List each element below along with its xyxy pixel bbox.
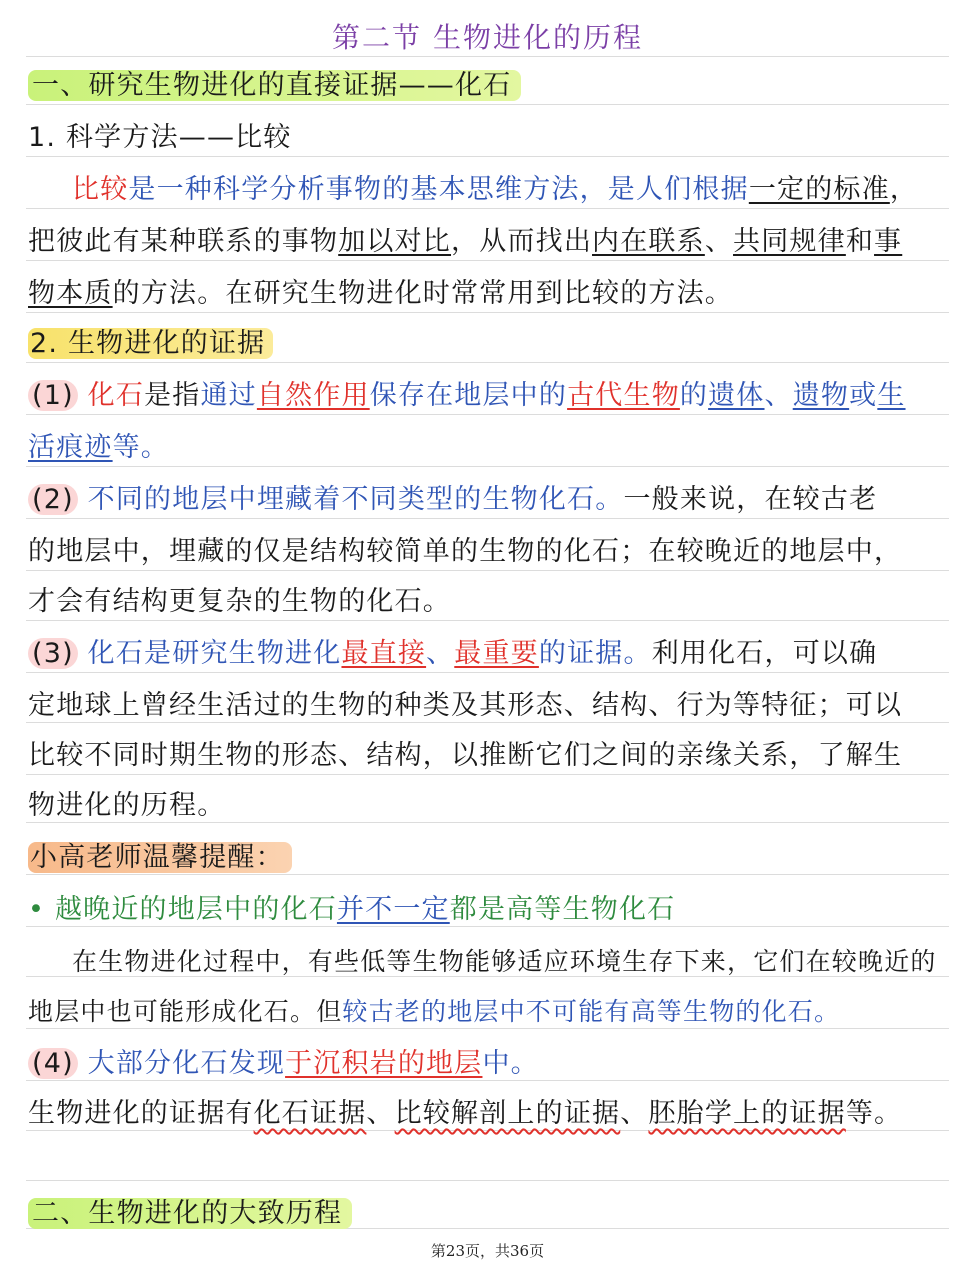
sub1-paragraph-line-1 bbox=[28, 170, 947, 212]
sub1-heading-line bbox=[28, 118, 947, 160]
wavy-underlined-text: 胚胎学上的证据 bbox=[648, 1098, 846, 1129]
blue-text: 较古老的地层中不可能有高等生物的化石。 bbox=[342, 997, 841, 1026]
blue-text: 通过 bbox=[200, 380, 257, 411]
underlined-red-text: 自然作用 bbox=[256, 380, 370, 411]
body-text: 的地层中，埋藏的仅是结构较简单的生物的化石；在较晚近的地层中， bbox=[28, 536, 903, 567]
item-number: (3) bbox=[28, 638, 78, 669]
blue-text: 或 bbox=[849, 380, 878, 411]
body-text: 是指 bbox=[144, 380, 201, 411]
item2-line-3 bbox=[28, 582, 947, 624]
underlined-blue-text: 遗体 bbox=[708, 380, 765, 411]
section1-heading-line bbox=[28, 66, 947, 108]
underlined-text: 内在联系 bbox=[592, 226, 705, 257]
item1-line-2 bbox=[28, 428, 947, 470]
blue-text: 保存在地层中的 bbox=[369, 380, 568, 411]
underlined-text: 事 bbox=[874, 226, 903, 257]
body-text: 利用化石，可以确 bbox=[651, 638, 878, 669]
body-text: 才会有结构更复杂的生物的化石。 bbox=[28, 586, 451, 617]
item-number: (1) bbox=[28, 380, 78, 411]
sub2-heading-line bbox=[28, 324, 947, 366]
item1-line-1 bbox=[28, 376, 947, 418]
section2-heading-line bbox=[28, 1194, 947, 1236]
body-text: 在生物进化过程中，有些低等生物能够适应环境生存下来，它们在较晚近的 bbox=[72, 947, 937, 976]
tip-heading-line bbox=[28, 838, 947, 880]
body-text: 等。 bbox=[845, 1098, 903, 1129]
body-text: 物进化的历程。 bbox=[28, 790, 226, 821]
item3-line-1 bbox=[28, 634, 947, 676]
item3-line-4 bbox=[28, 786, 947, 828]
item2-line-2 bbox=[28, 532, 947, 574]
sub1-paragraph-line-3 bbox=[28, 274, 947, 316]
item-number: (2) bbox=[28, 484, 78, 515]
wavy-underlined-text: 化石证据 bbox=[253, 1098, 367, 1129]
punctuation: 、 bbox=[426, 638, 455, 669]
body-text: 的方法。在研究生物进化时常常用到比较的方法。 bbox=[112, 278, 734, 309]
underlined-text: 物本质 bbox=[28, 278, 113, 309]
tip-text-line-1 bbox=[28, 942, 947, 984]
term-fossil: 化石 bbox=[87, 380, 145, 411]
underlined-blue-text: 并不一定 bbox=[336, 894, 450, 925]
term-comparison: 比较 bbox=[72, 174, 129, 205]
underlined-blue-text: 生 bbox=[877, 380, 906, 411]
underlined-blue-text: 遗物 bbox=[792, 380, 850, 411]
blue-text: 不同的地层中埋藏着不同类型的生物化石。 bbox=[87, 484, 624, 515]
wavy-underlined-text: 比较解剖上的证据 bbox=[394, 1098, 621, 1129]
underlined-text: 加以对比 bbox=[338, 226, 452, 257]
item4-line bbox=[28, 1044, 947, 1086]
body-text: 把彼此有某种联系的事物 bbox=[28, 226, 339, 257]
body-text: 一般来说，在较古老 bbox=[623, 484, 878, 515]
bullet-icon: • bbox=[28, 894, 46, 925]
punctuation: ， bbox=[889, 174, 919, 205]
green-text: 都是高等生物化石 bbox=[449, 894, 676, 925]
blue-text: 化石是研究生物进化 bbox=[87, 638, 342, 669]
section2-heading: 二、生物进化的大致历程 bbox=[28, 1198, 352, 1229]
item2-line-1 bbox=[28, 480, 947, 522]
underlined-red-text: 于沉积岩的地层 bbox=[285, 1048, 483, 1079]
definition-text: 是一种科学分析事物的基本思维方法，是人们根据 bbox=[128, 174, 749, 205]
item3-line-2 bbox=[28, 686, 947, 728]
body-text: 和 bbox=[845, 226, 875, 257]
punctuation: 、 bbox=[366, 1098, 395, 1129]
blue-text: 的证据。 bbox=[538, 638, 652, 669]
blue-text: 的 bbox=[679, 380, 709, 411]
tip-text-line-2 bbox=[28, 992, 947, 1034]
body-text: 比较不同时期生物的形态、结构，以推断它们之间的亲缘关系，了解生 bbox=[28, 740, 903, 771]
sub1-paragraph-line-2 bbox=[28, 222, 947, 264]
underlined-blue-text: 活痕迹 bbox=[28, 432, 113, 463]
page-footer: 第23页，共36页 bbox=[430, 1242, 545, 1260]
sub2-heading: 2. 生物进化的证据 bbox=[28, 328, 273, 359]
sub1-heading: 1. 科学方法——比较 bbox=[28, 122, 292, 153]
blue-text: 中。 bbox=[482, 1048, 539, 1079]
body-text: 生物进化的证据有 bbox=[28, 1098, 254, 1129]
blue-text: 大部分化石发现 bbox=[87, 1048, 286, 1079]
punctuation: 、 bbox=[620, 1098, 649, 1129]
summary-line bbox=[28, 1094, 947, 1136]
punctuation: 、 bbox=[764, 380, 793, 411]
underlined-red-text: 最直接 bbox=[341, 638, 427, 669]
tip-heading: 小高老师温馨提醒： bbox=[28, 842, 292, 873]
underlined-red-text: 古代生物 bbox=[567, 380, 680, 411]
item3-line-3 bbox=[28, 736, 947, 778]
body-text: 定地球上曾经生活过的生物的种类及其形态、结构、行为等特征；可以 bbox=[28, 690, 903, 721]
underlined-red-text: 最重要 bbox=[454, 638, 539, 669]
body-text: ，从而找出 bbox=[451, 226, 593, 257]
punctuation: 、 bbox=[704, 226, 734, 257]
section1-heading: 一、研究生物进化的直接证据——化石 bbox=[28, 70, 521, 101]
body-text: 地层中也可能形成化石。但 bbox=[28, 997, 343, 1026]
green-text: 越晚近的地层中的化石 bbox=[54, 894, 337, 925]
tip-bullet-line bbox=[28, 890, 947, 932]
rule-line bbox=[26, 1180, 949, 1181]
item-number: (4) bbox=[28, 1048, 78, 1079]
underlined-text: 共同规律 bbox=[733, 226, 846, 257]
underlined-text: 一定的标准 bbox=[748, 174, 890, 205]
blue-text: 等。 bbox=[112, 432, 170, 463]
page-title: 第二节 生物进化的历程 bbox=[332, 21, 643, 54]
